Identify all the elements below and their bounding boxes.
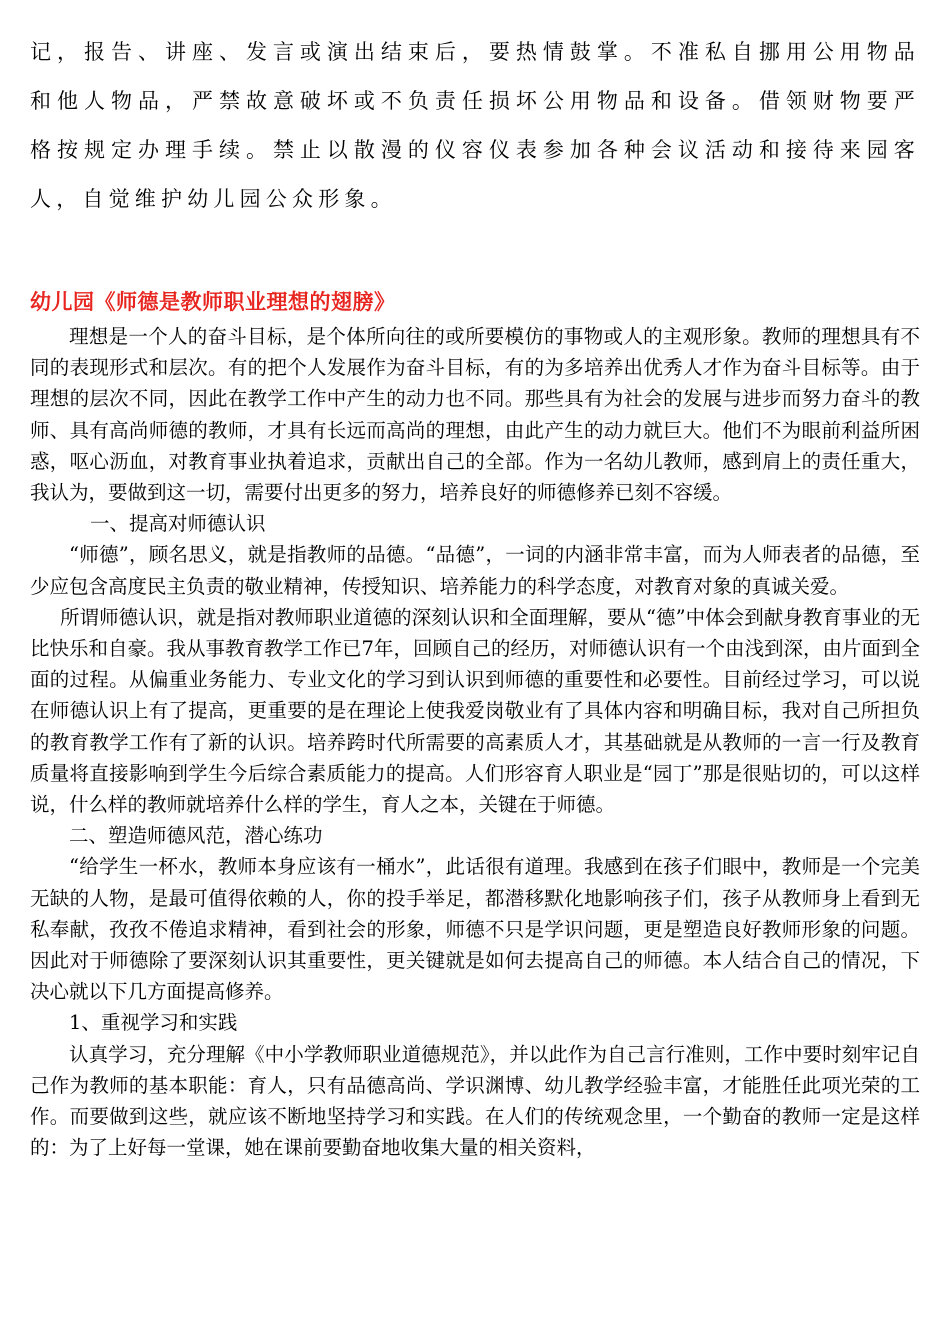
section-heading-1: 一、提高对师德认识 [90,512,266,536]
subsection-heading-1: 1、重视学习和实践 [69,1011,238,1035]
paragraph-shide-recognition: 所谓师德认识，就是指对教师职业道德的深刻认识和全面理解，要从“德”中体会到献身教育事业的无比快乐和自豪。我从事教育教学工作已7年，回顾自己的经历，对师德认识有一个由浅到深，由片面到全面的过程。从偏重业务能力、专业文化的学习到认识到师德的重要性和必要性。目前经过学习，可以说在师德认识上有了提高，更重要的是在理论上使我爱岗敬业有了具体内容和明确目标，我对自己所担负的教育教学工作有了新的认识。培养跨时代所需要的高素质人才，其基础就是从教师的一言一行及教育质量将直接影响到学生今后综合素质能力的提高。人们形容育人职业是“园丁”那是很贴切的，可以这样说，什么样的教师就培养什么样的学生，育人之本，关键在于师德。 [30,605,920,817]
article-body [30,321,920,1163]
intro-paragraph: 记，报告、讲座、发言或演出结束后，要热情鼓掌。不准私自挪用公用物品和他人物品，严禁故意破坏或不负责任损坏公用物品和设备。借领财物要严格按规定办理手续。禁止以散漫的仪容仪表参加各种会议活动和接待来园客人，自觉维护幼儿园公众形象。 [30,40,920,211]
article-title: 幼儿园《师德是教师职业理想的翅膀》 [30,290,396,314]
paragraph-water: “给学生一杯水，教师本身应该有一桶水”，此话很有道理。我感到在孩子们眼中，教师是一个完美无缺的人物，是最可值得依赖的人，你的投手举足，都潜移默化地影响孩子们，孩子从教师身上看到无私奉献，孜孜不倦追求精神，看到社会的形象，师德不只是学识问题，更是塑造良好教师形象的问题。因此对于师德除了要深刻认识其重要性，更关键就是如何去提高自己的师德。本人结合自己的情况，下决心就以下几方面提高修养。 [30,855,920,1004]
section-heading-2: 二、塑造师德风范，潜心练功 [69,824,323,848]
paragraph-ideal: 理想是一个人的奋斗目标，是个体所向往的或所要模仿的事物或人的主观形象。教师的理想具有不同的表现形式和层次。有的把个人发展作为奋斗目标，有的为多培养出优秀人才作为奋斗目标等。由于理想的层次不同，因此在教学工作中产生的动力也不同。那些具有为社会的发展与进步而努力奋斗的教师、具有高尚师德的教师，才具有长远而高尚的理想，由此产生的动力就巨大。他们不为眼前利益所困惑，呕心沥血，对教育事业执着追求，贡献出自己的全部。作为一名幼儿教师，感到肩上的责任重大，我认为，要做到这一切，需要付出更多的努力，培养良好的师德修养已刻不容缓。 [30,325,920,505]
paragraph-study-practice: 认真学习，充分理解《中小学教师职业道德规范》，并以此作为自己言行准则，工作中要时刻牢记自己作为教师的基本职能：育人，只有品德高尚、学识渊博、幼儿教学经验丰富，才能胜任此项光荣的工作。而要做到这些，就应该不断地坚持学习和实践。在人们的传统观念里，一个勤奋的教师一定是这样的：为了上好每一堂课，她在课前要勤奋地收集大量的相关资料， [30,1042,920,1160]
document-page [30,28,920,1160]
paragraph-shide-meaning: “师德”，顾名思义，就是指教师的品德。“品德”，一词的内涵非常丰富，而为人师表者的品德，至少应包含高度民主负责的敬业精神，传授知识、培养能力的科学态度，对教育对象的真诚关爱。 [30,543,920,598]
